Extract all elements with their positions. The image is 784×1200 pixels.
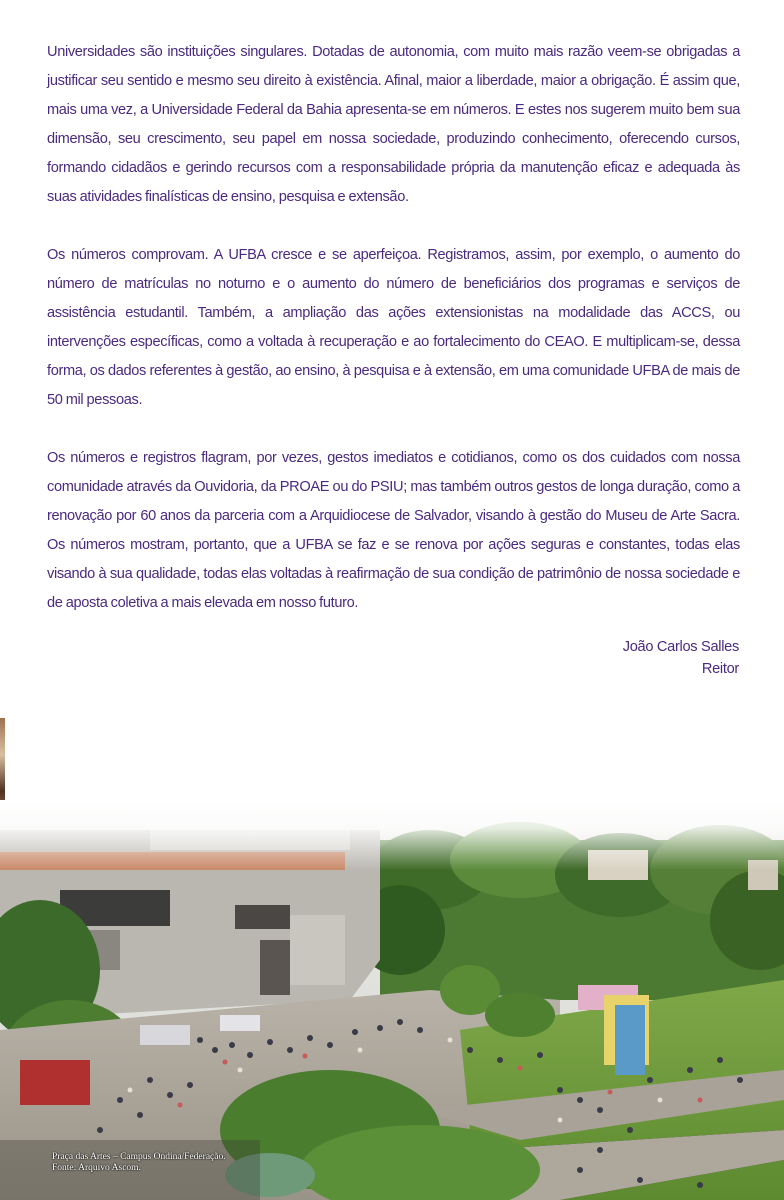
paragraph-2: Os números comprovam. A UFBA cresce e se aperfeiçoa. Registramos, assim, por exemplo, o aumento do número de matrículas no noturno e o aumento do número de beneficiários dos programas e serviços de assistência estudantil. Também, a ampliação das ações extensionistas na modalidade das ACCS, ou intervenções específicas, como a voltada à recuperação e ao fortalecimento do CEAO. E multiplicam-se, dessa forma, os dados referentes à gestão, ao ensino, à pesquisa e à extensão, em uma comunidade UFBA de mais de 50 mil pessoas.: [47, 247, 740, 408]
photo-top-fade: [0, 800, 784, 870]
letter-body: [47, 38, 740, 647]
signature-name: João Carlos Salles: [622, 639, 739, 655]
signature-title: Reitor: [701, 661, 739, 677]
paragraph-3: Os números e registros flagram, por vezes, gestos imediatos e cotidianos, como os dos cuidados com nossa comunidade através da Ouvidoria, da PROAE ou do PSIU; mas também outros gestos de longa duração, como a renovação por 60 anos da parceria com a Arquidiocese de Salvador, visando à gestão do Museu de Arte Sacra. Os números mostram, portanto, que a UFBA se faz e se renova por ações seguras e constantes, todas elas visando à sua qualidade, todas elas voltadas à reafirmação de sua condição de patrimônio de nossa sociedade e de aposta coletiva a mais elevada em nosso futuro.: [47, 450, 740, 611]
photo-caption: [52, 1152, 226, 1174]
signature-block: [623, 636, 739, 680]
photo-caption-line-2: Fonte: Arquivo Ascom.: [52, 1163, 141, 1173]
photo-caption-line-1: Praça das Artes – Campus Ondina/Federação.: [52, 1152, 226, 1162]
paragraph-1: Universidades são instituições singulares. Dotadas de autonomia, com muito mais razão veem-se obrigadas a justificar seu sentido e mesmo seu direito à existência. Afinal, maior a liberdade, maior a obrigação. É assim que, mais uma vez, a Universidade Federal da Bahia apresenta-se em números. E estes nos sugerem muito bem sua dimensão, seu crescimento, seu papel em nossa sociedade, produzindo conhecimento, oferecendo cursos, formando cidadãos e gerindo recursos com a responsabilidade própria da manutenção eficaz e adequada às suas atividades finalísticas de ensino, pesquisa e extensão.: [47, 44, 740, 205]
